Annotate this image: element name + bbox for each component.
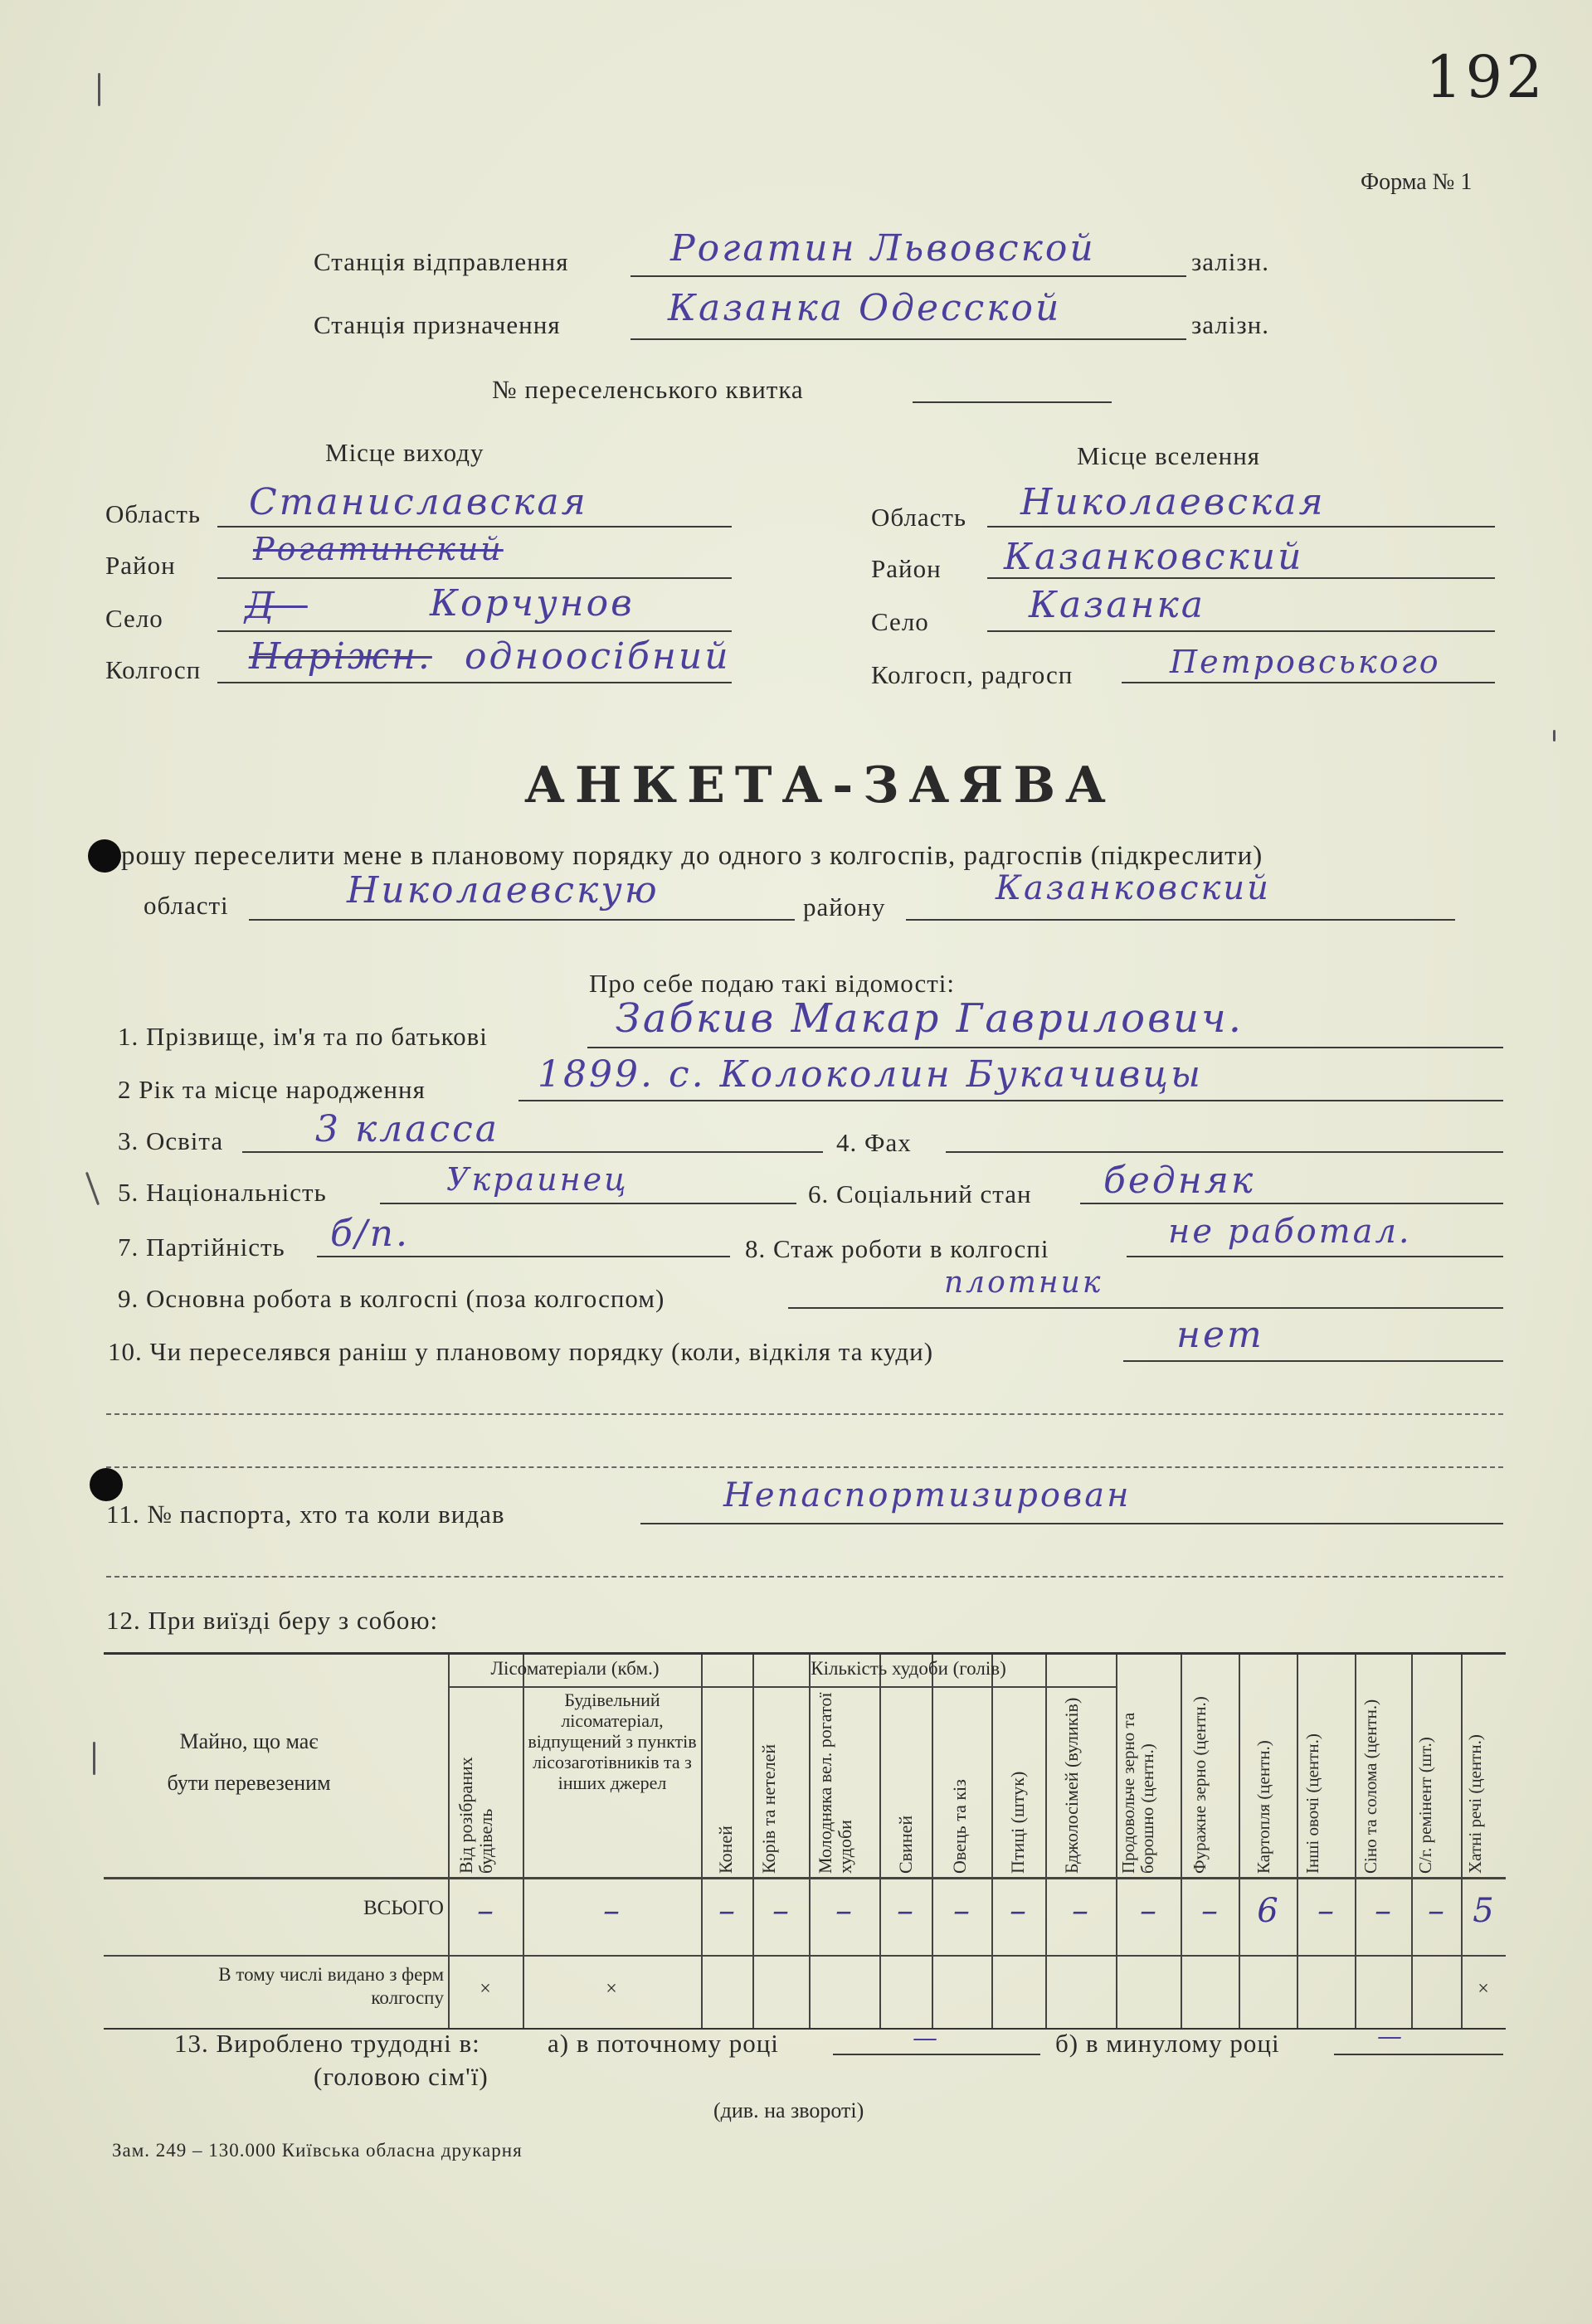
workdays-head-note: (головою сім'ї) bbox=[314, 2062, 489, 2091]
total-cell-3: – bbox=[718, 1892, 735, 1930]
request-raion-label: району bbox=[803, 892, 886, 921]
total-cell-14: – bbox=[1375, 1892, 1391, 1930]
f10-value: нет bbox=[1176, 1314, 1264, 1356]
col-header-hay: Сіно та солома (центн.) bbox=[1361, 1699, 1380, 1874]
total-cell-8: – bbox=[1010, 1892, 1026, 1930]
see-reverse: (див. на звороті) bbox=[713, 2098, 864, 2122]
settlement-village-value: Казанка bbox=[1029, 584, 1206, 626]
document-title: АНКЕТА-ЗАЯВА bbox=[524, 756, 1116, 814]
row-total-label: ВСЬОГО bbox=[363, 1897, 444, 1919]
col-header-vegetables: Інші овочі (центн.) bbox=[1302, 1733, 1322, 1874]
origin-raion-label: Район bbox=[105, 551, 176, 580]
destination-value: Казанка Одесской bbox=[668, 287, 1062, 329]
col-header-horses: Коней bbox=[715, 1826, 736, 1874]
f8-value: не работал. bbox=[1168, 1213, 1412, 1251]
total-cell-1: – bbox=[477, 1892, 494, 1930]
f11-label: 11. № паспорта, хто та коли видав bbox=[106, 1500, 505, 1529]
property-header: Майно, що має бути перевезеним bbox=[167, 1729, 331, 1795]
group-timber-header: Лісоматеріали (кбм.) bbox=[490, 1658, 660, 1679]
origin-oblast-value: Станиславская bbox=[249, 481, 588, 523]
settlement-kolhosp-value: Петровського bbox=[1170, 644, 1441, 680]
request-oblast-value: Николаевскую bbox=[347, 869, 660, 912]
settlement-oblast-value: Николаевская bbox=[1020, 481, 1326, 523]
total-cell-7: – bbox=[953, 1892, 970, 1930]
origin-heading: Місце виходу bbox=[325, 438, 484, 467]
total-cell-11: – bbox=[1201, 1892, 1218, 1930]
rail-suffix-1: залізн. bbox=[1191, 247, 1269, 276]
col-header-tools: С/г. ремінент (шт.) bbox=[1415, 1737, 1435, 1874]
col-header-potatoes: Картопля (центн.) bbox=[1254, 1740, 1273, 1874]
total-cell-13: – bbox=[1317, 1892, 1334, 1930]
origin-kolhosp-label: Колгосп bbox=[105, 655, 202, 684]
departure-value: Рогатин Львовской bbox=[670, 227, 1096, 270]
origin-kolhosp-value: одноосібний bbox=[465, 635, 731, 678]
f7-value: б/п. bbox=[330, 1213, 411, 1255]
f3-value: 3 класса bbox=[315, 1108, 500, 1150]
f5-value: Украинец bbox=[446, 1161, 629, 1198]
f3-label: 3. Освіта bbox=[118, 1126, 224, 1155]
total-cell-12: 6 bbox=[1257, 1892, 1278, 1930]
origin-village-label: Село bbox=[105, 604, 163, 633]
workdays-current-label: а) в поточному році bbox=[548, 2029, 779, 2058]
col-header-young-cattle: Молодняка вел. рогатої худоби bbox=[815, 1692, 855, 1874]
f8-label: 8. Стаж роботи в колгоспі bbox=[745, 1234, 1049, 1263]
col-header-beehives: Бджолосімей (вуликів) bbox=[1061, 1697, 1082, 1874]
workdays-current-value: — bbox=[913, 2024, 940, 2053]
col-header-fodder-grain: Фуражне зерно (центн.) bbox=[1190, 1696, 1210, 1874]
rail-suffix-2: залізн. bbox=[1191, 310, 1269, 339]
info-intro: Про себе подаю такі відомості: bbox=[589, 969, 956, 998]
f6-value: бедняк bbox=[1103, 1160, 1256, 1202]
f4-label: 4. Фах bbox=[836, 1128, 912, 1157]
settlement-village-label: Село bbox=[871, 607, 929, 636]
total-cell-10: – bbox=[1140, 1892, 1156, 1930]
workdays-previous-value: — bbox=[1377, 2022, 1405, 2051]
f7-label: 7. Партійність bbox=[118, 1232, 285, 1262]
origin-raion-value: Рогатинский bbox=[253, 531, 504, 567]
f6-label: 6. Соціальний стан bbox=[808, 1179, 1032, 1208]
request-raion-value: Казанковский bbox=[996, 869, 1271, 907]
farm-cell-1: × bbox=[480, 1978, 491, 2000]
col-header-building-timber: Будівельний лісоматеріал, відпущений з пунктів лісозаготівників та з інших джерел bbox=[528, 1690, 697, 1793]
settlement-kolhosp-label: Колгосп, радгосп bbox=[871, 660, 1074, 689]
settlement-heading: Місце вселення bbox=[1077, 441, 1261, 470]
col-header-demolished: Від розібраних будівель bbox=[455, 1757, 496, 1874]
total-cell-6: – bbox=[897, 1892, 913, 1930]
total-cell-16: 5 bbox=[1473, 1892, 1494, 1930]
origin-village-struck: Д bbox=[245, 585, 308, 627]
group-cattle-header: Кількість худоби (голів) bbox=[811, 1658, 1006, 1679]
total-cell-5: – bbox=[835, 1892, 852, 1930]
f9-value: плотник bbox=[944, 1266, 1103, 1300]
f2-label: 2 Рік та місце народження bbox=[118, 1075, 426, 1104]
archive-number: 192 bbox=[1425, 43, 1546, 111]
row-farm-label: В тому числі видано з ферм колгоспу bbox=[218, 1964, 444, 2008]
origin-kolhosp-struck: Наріжн. bbox=[249, 635, 432, 678]
col-header-food-grain: Продовольче зерно та борошно (центн.) bbox=[1118, 1712, 1157, 1874]
col-header-sheep: Овець та кіз bbox=[949, 1779, 970, 1874]
col-header-household: Хатні речі (центн.) bbox=[1465, 1734, 1485, 1874]
total-cell-9: – bbox=[1072, 1892, 1088, 1930]
farm-cell-2: × bbox=[606, 1978, 617, 2000]
col-header-poultry: Птиці (штук) bbox=[1007, 1771, 1028, 1874]
punch-hole-1 bbox=[88, 839, 121, 873]
request-oblast-label: області bbox=[144, 891, 229, 920]
f9-label: 9. Основна робота в колгоспі (поза колгоспом) bbox=[118, 1284, 665, 1313]
form-label: Форма № 1 bbox=[1361, 169, 1473, 195]
f12-label: 12. При виїзді беру з собою: bbox=[106, 1606, 439, 1635]
settlement-raion-label: Район bbox=[871, 554, 942, 583]
property-table bbox=[104, 1652, 1506, 2030]
f1-label: 1. Прізвище, ім'я та по батькові bbox=[118, 1022, 488, 1051]
ticket-label: № переселенського квитка bbox=[492, 375, 804, 404]
origin-oblast-label: Область bbox=[105, 499, 202, 528]
settlement-oblast-label: Область bbox=[871, 503, 967, 532]
f10-label: 10. Чи переселявся раніш у плановому порядку (коли, відкіля та куди) bbox=[108, 1337, 934, 1366]
f1-value: Забкив Макар Гаврилович. bbox=[616, 995, 1244, 1042]
workdays-previous-label: б) в минулому році bbox=[1055, 2029, 1280, 2058]
destination-label: Станція призначення bbox=[314, 310, 561, 339]
farm-cell-16: × bbox=[1478, 1978, 1489, 2000]
total-cell-4: – bbox=[772, 1892, 789, 1930]
departure-label: Станція відправлення bbox=[314, 247, 569, 276]
settlement-raion-value: Казанковский bbox=[1004, 536, 1304, 578]
punch-hole-2 bbox=[90, 1468, 123, 1501]
f11-value: Непаспортизирован bbox=[723, 1476, 1132, 1514]
printer-line: Зам. 249 – 130.000 Київська обласна друкарня bbox=[112, 2140, 523, 2161]
workdays-label: 13. Вироблено трудодні в: bbox=[174, 2029, 480, 2058]
col-header-cows: Корів та нетелей bbox=[758, 1743, 779, 1874]
col-header-pigs: Свиней bbox=[895, 1815, 916, 1874]
total-cell-15: – bbox=[1428, 1892, 1444, 1930]
f5-label: 5. Національність bbox=[118, 1178, 327, 1207]
f2-value: 1899. с. Колоколин Букачивцы bbox=[538, 1053, 1203, 1096]
total-cell-2: – bbox=[603, 1892, 620, 1930]
origin-village-value: Корчунов bbox=[430, 582, 635, 625]
request-line: рошу переселити мене в плановому порядку до одного з колгоспів, радгоспів (підкреслити) bbox=[121, 841, 1263, 871]
